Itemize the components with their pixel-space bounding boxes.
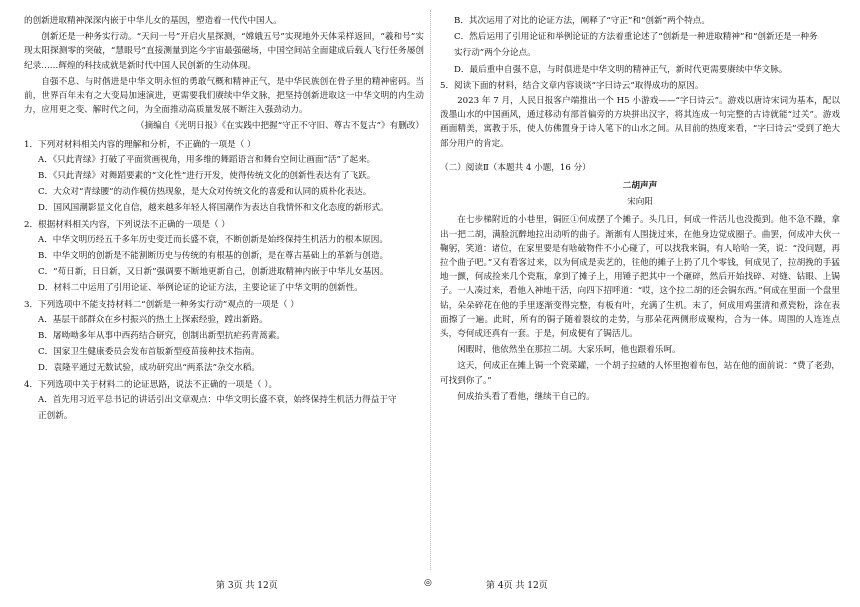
question-1: 1．下列对材料相关内容的理解和分析，不正确的一项是（ ） bbox=[24, 139, 256, 150]
question-2-option-c: C．“苟日新，日日新，又日新”强调要不断地更新自己，创新进取精神内嵌于中华儿女基因。 bbox=[38, 267, 389, 278]
story-author: 宋向阳 bbox=[627, 197, 653, 208]
question-5-material: 2023 年 7 月，人民日报客户端推出一个 H5 小游戏——“字曰诗云”。游戏以唐诗宋词为基本，配以泼墨山水的中国画风，通过移动有部首偏旁的方块拼出汉字，将其连成一句完整的古诗就能“过关”。游戏画面精美，寓教于乐，使人仿佛置身于诗人笔下的山水之间。从目前的热度来看，“字曰诗云”受到了绝大部分用户的肯定。 bbox=[440, 96, 840, 149]
question-1-option-a: A．《只此青绿》打破了平面赏画视角，用多维的舞蹈语言和舞台空间让画面“活”了起来。 bbox=[38, 154, 376, 165]
paragraph-self-improvement: 自强不息、与时偕进是中华文明永恒的勇敢气概和精神正气，是中华民族创在骨子里的精神密码。当前，世界百年未有之大变局加速演进，更需要我们赓续中华文脉，把坚持创新进取这一中华文明的内生动力，应用更之变、解时代之问，为全面推动高质量发展不断注入强劲动力。 bbox=[24, 76, 424, 116]
question-3-option-a: A．基层干部群众在乡村振兴的热土上探索经验，蹚出新路。 bbox=[38, 314, 268, 325]
right-column bbox=[440, 14, 840, 406]
page-number-left: 第 3页 共 12页 bbox=[216, 581, 278, 591]
question-1-option-b: B．《只此青绿》对舞蹈要素的“文化性”进行开发，使得传统文化的创新性表达有了飞跃。 bbox=[38, 171, 376, 182]
question-3: 3．下列选项中不能支持材料二“创新是一种务实行动”观点的一项是（ ） bbox=[24, 299, 299, 310]
column-divider bbox=[430, 10, 431, 570]
question-3-option-c: C．国家卫生健康委员会发布首版新型疫苗接种技术指南。 bbox=[38, 347, 260, 358]
story-title: 二胡声声 bbox=[622, 181, 658, 192]
question-4-option-a: A．首先用习近平总书记的讲话引出文章观点：中华文明长盛不衰，始终保持生机活力得益于守 bbox=[38, 394, 397, 405]
story-paragraph-2: 闲暇时，他依然坐在那拉二胡。大家乐呵，他也跟着乐呵。 bbox=[457, 345, 681, 356]
paragraph-practical-action: 创新还是一种务实行动。“天问一号”开启火星探测，“嫦娥五号”实现地外天体采样返回，“羲和号”实现太阳探测零的突破，“慧眼号”直接测量到迄今宇宙最强磁场，中国空间站全面建成后载人飞行任务屡创纪录……辉煌的科技成就是新时代中国人民创新的生动体现。 bbox=[24, 32, 424, 71]
question-4: 4．下列选项中关于材料二的论证思路，说法不正确的一项是（ ）。 bbox=[24, 379, 278, 390]
section-heading: （二）阅读Ⅱ（本题共 4 小题，16 分） bbox=[440, 162, 591, 173]
question-3-option-b: B．屠呦呦多年从事中西药结合研究，创制出新型抗疟药青蒿素。 bbox=[38, 331, 285, 342]
source-citation: （摘编自《光明日报》《在实践中把握“守正不守旧、尊古不复古”》有删改） bbox=[135, 121, 424, 132]
question-1-option-c: C．大众对“青绿腰”的动作模仿热现象，是大众对传统文化的喜爱和认同的质朴化表达。 bbox=[38, 187, 372, 198]
question-2-option-d: D．材料二中运用了引用论证、举例论证的论证方法，主要论证了中华文明的创新性。 bbox=[38, 283, 363, 294]
story-paragraph-1: 在七步梯附近的小巷里，锔匠①何成摆了个摊子。头几日，何成一件活儿也没揽到。他不急不躁，拿出一把二胡，满脸沉醉地拉出动听的曲子。渐渐有人围拢过来，在他身边觉成圈子。曲罢，何成冲大伙一鞠躬，笑道：诸位，在家里要是有啥破物件不小心碰了，可以找我来锔，有人哈哈一笑，说：“没问题，再拉个曲子吧。”又有看客过来，以为何成是卖艺的，往他的摊子上扔了几个零钱，何成见了，拉胡挽的手猛地一颤，何成捡来几个瓷瓶，拿到了摊子上，用锤子把其中一个砸碎，然后开始找碎、对缝、钻眼、上锔子。一人凑过来，看他入神地干活，向四下招呼道：“哎，这个拉二胡的还会锔东西。”何成在里面一个盘里钻，朵朵碎花在他的手里逐渐变得完整，有板有叶，充满了生机。末了，何成用鸡蛋清和煮瓷粉，涂在表面擦了一遍。此时，所有的锔子随着裂纹的走势，与那朵花两侧形成聚构，合为一体。周围的人连连点头，夸何成还真有一套。于是，何成便有了锔活儿。 bbox=[440, 215, 840, 340]
left-column bbox=[24, 14, 424, 425]
question-3-option-d: D．袁隆平通过无数试验，成功研究出“两系法”杂交水稻。 bbox=[38, 363, 260, 374]
story-paragraph-3: 这天，何成正在摊上锔一个瓷菜罐，一个胡子拉碴的人怀里抱着布包，站在他的面前说：“费了老劲，可找到你了。” bbox=[440, 361, 840, 386]
question-1-option-d: D．国风国潮影显文化自信，越来越多年轻人将国潮作为表达自我情怀和文化态度的新形式。 bbox=[38, 203, 389, 214]
question-4-option-c: C．然后运用了引用论证和举例论证的方法着重论述了“创新是一种进取精神”和“创新还是一种务 bbox=[454, 32, 818, 43]
paragraph-intro-end: 的创新进取精神深深内嵌于中华儿女的基因，塑造着一代代中国人。 bbox=[24, 16, 282, 26]
question-5: 5．阅读下面的材料，结合文章内容谈谈“字曰诗云”取得成功的原因。 bbox=[440, 80, 704, 91]
question-2-option-a: A．中华文明历经五千多年历史变迁而长盛不衰，不断创新是始终保持生机活力的根本原因。 bbox=[38, 234, 388, 245]
question-4-option-c-continued: 实行动”两个分论点。 bbox=[454, 48, 536, 59]
page-number-right: 第 4页 共 12页 bbox=[486, 581, 548, 591]
question-2-option-b: B．中华文明的创新是不能割断历史与传统的有根基的创新，是在尊古基础上的革新与创造。 bbox=[38, 251, 389, 262]
question-2: 2．根据材料相关内容，下列说法不正确的一项是（ ） bbox=[24, 219, 230, 230]
question-4-option-d: D．最后重申自强不息，与时俱进是中华文明的精神正气，新时代更需要赓续中华文脉。 bbox=[454, 64, 788, 75]
question-4-option-a-continued: 正创新。 bbox=[38, 411, 73, 422]
story-paragraph-4: 何成抬头看了看他，继续干自己的。 bbox=[457, 391, 595, 402]
question-4-option-b: B．其次运用了对比的论证方法，阐释了“守正”和“创新”两个特点。 bbox=[454, 16, 710, 26]
footer-mark: ◎ bbox=[424, 578, 432, 588]
